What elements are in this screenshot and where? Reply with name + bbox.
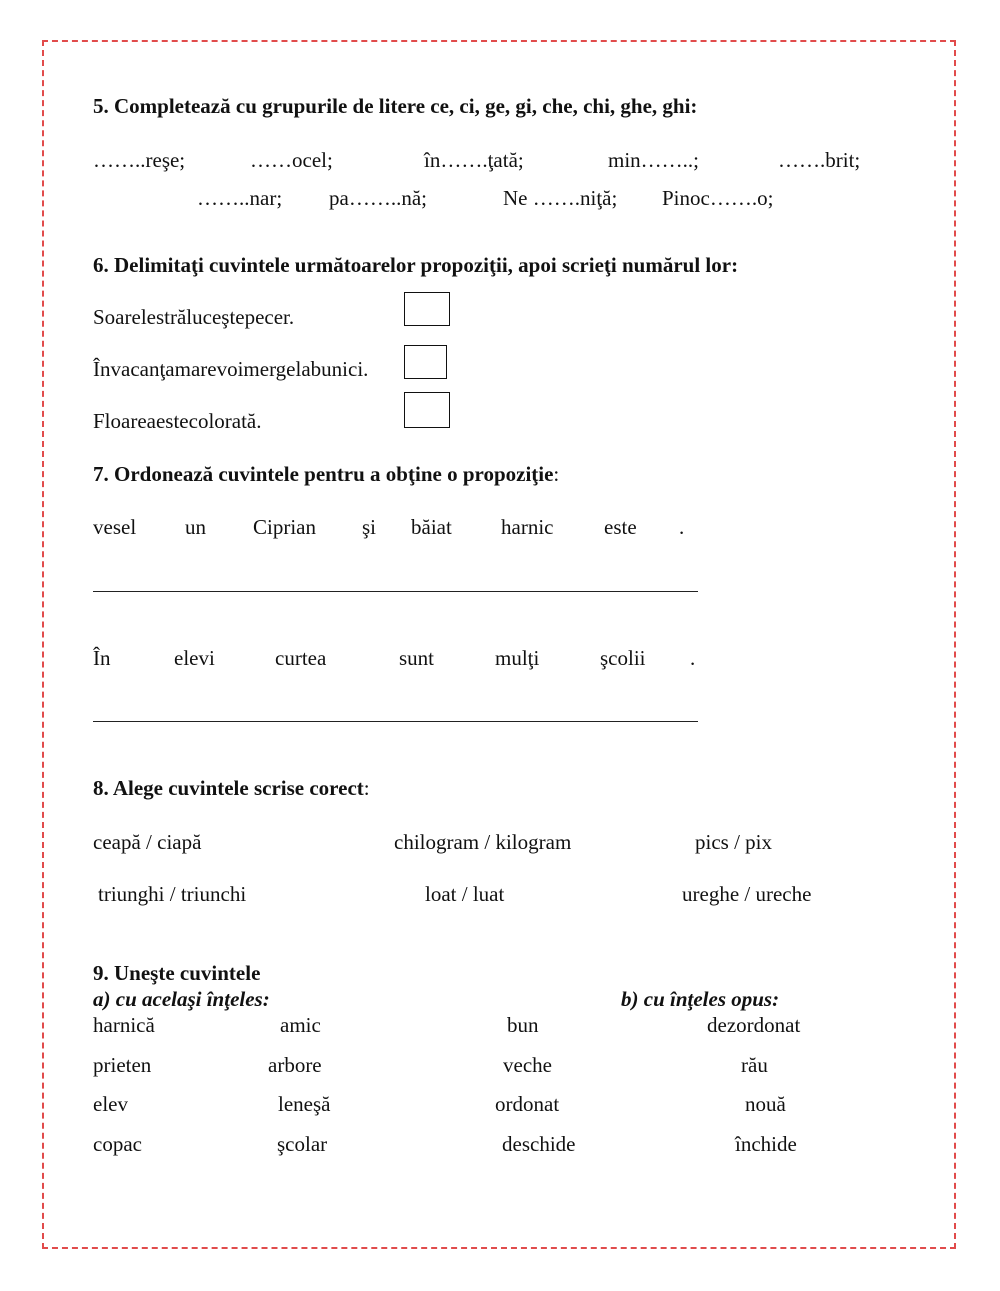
exercise-7-title: [93, 464, 559, 485]
fill-blank-word: în…….ţată;: [424, 148, 524, 172]
exercise-5-title: 5. Completează cu grupurile de litere ce, ci, ge, gi, che, chi, ghe, ghi:: [93, 94, 698, 118]
scrambled-word: .: [679, 515, 685, 539]
word-choice[interactable]: loat / luat: [425, 882, 505, 906]
scrambled-word: elevi: [174, 646, 215, 670]
exercise-8-title-text: 8. Alege cuvintele scrise corect: [93, 776, 364, 800]
exercise-8-title: [93, 778, 370, 799]
match-word[interactable]: veche: [503, 1053, 552, 1077]
match-word[interactable]: elev: [93, 1092, 128, 1116]
word-choice[interactable]: ureghe / ureche: [682, 882, 812, 906]
word-count-box[interactable]: [404, 345, 447, 379]
fill-blank-word: …….brit;: [778, 148, 861, 172]
match-word[interactable]: dezordonat: [707, 1013, 801, 1037]
fill-blank-word: Ne …….niţă;: [503, 186, 618, 210]
match-word[interactable]: şcolar: [277, 1132, 328, 1156]
word-count-box[interactable]: [404, 392, 450, 428]
fill-blank-word: min……..;: [608, 148, 700, 172]
fill-blank-word: Pinoc…….o;: [662, 186, 774, 210]
word-choice[interactable]: pics / pix: [695, 830, 772, 854]
scrambled-word: vesel: [93, 515, 137, 539]
word-choice[interactable]: ceapă / ciapă: [93, 830, 202, 854]
scrambled-word: un: [185, 515, 206, 539]
subtitle-same-meaning: a) cu acelaşi înţeles:: [93, 987, 270, 1011]
match-word[interactable]: ordonat: [495, 1092, 560, 1116]
subtitle-opposite-meaning: b) cu înţeles opus:: [621, 987, 780, 1011]
word-count-box[interactable]: [404, 292, 450, 326]
joined-sentence: Soarelestrăluceştepecer.: [93, 305, 295, 329]
answer-line[interactable]: [93, 721, 698, 722]
word-choice[interactable]: chilogram / kilogram: [394, 830, 572, 854]
fill-blank-word: ……..nar;: [197, 186, 283, 210]
fill-blank-word: ……ocel;: [250, 148, 333, 172]
match-word[interactable]: bun: [507, 1013, 539, 1037]
match-word[interactable]: harnică: [93, 1013, 155, 1037]
match-word[interactable]: nouă: [745, 1092, 786, 1116]
exercise-8-colon: :: [363, 776, 370, 800]
exercise-7-colon: :: [553, 462, 560, 486]
scrambled-word: În: [93, 646, 111, 670]
scrambled-word: şi: [362, 515, 377, 539]
exercise-7-title-text: 7. Ordonează cuvintele pentru a obţine o propoziţie: [93, 462, 554, 486]
match-word[interactable]: închide: [735, 1132, 797, 1156]
match-word[interactable]: amic: [280, 1013, 321, 1037]
fill-blank-word: ……..reşe;: [93, 148, 186, 172]
exercise-6-title: 6. Delimitaţi cuvintele următoarelor propoziţii, apoi scrieţi numărul lor:: [93, 253, 739, 277]
scrambled-word: harnic: [501, 515, 554, 539]
joined-sentence: Floareaestecolorată.: [93, 409, 262, 433]
word-choice[interactable]: triunghi / triunchi: [98, 882, 247, 906]
scrambled-word: este: [604, 515, 637, 539]
match-word[interactable]: copac: [93, 1132, 142, 1156]
answer-line[interactable]: [93, 591, 698, 592]
match-word[interactable]: deschide: [502, 1132, 576, 1156]
scrambled-word: băiat: [411, 515, 452, 539]
page-border: [42, 40, 956, 1249]
match-word[interactable]: rău: [741, 1053, 768, 1077]
match-word[interactable]: arbore: [268, 1053, 322, 1077]
scrambled-word: Ciprian: [253, 515, 316, 539]
fill-blank-word: pa……..nă;: [329, 186, 427, 210]
scrambled-word: curtea: [275, 646, 327, 670]
scrambled-word: .: [690, 646, 696, 670]
scrambled-word: şcolii: [600, 646, 646, 670]
joined-sentence: Învacanţamarevoimergelabunici.: [93, 357, 369, 381]
exercise-9-title: 9. Uneşte cuvintele: [93, 961, 261, 985]
match-word[interactable]: prieten: [93, 1053, 152, 1077]
scrambled-word: sunt: [399, 646, 435, 670]
match-word[interactable]: leneşă: [278, 1092, 331, 1116]
scrambled-word: mulţi: [495, 646, 540, 670]
